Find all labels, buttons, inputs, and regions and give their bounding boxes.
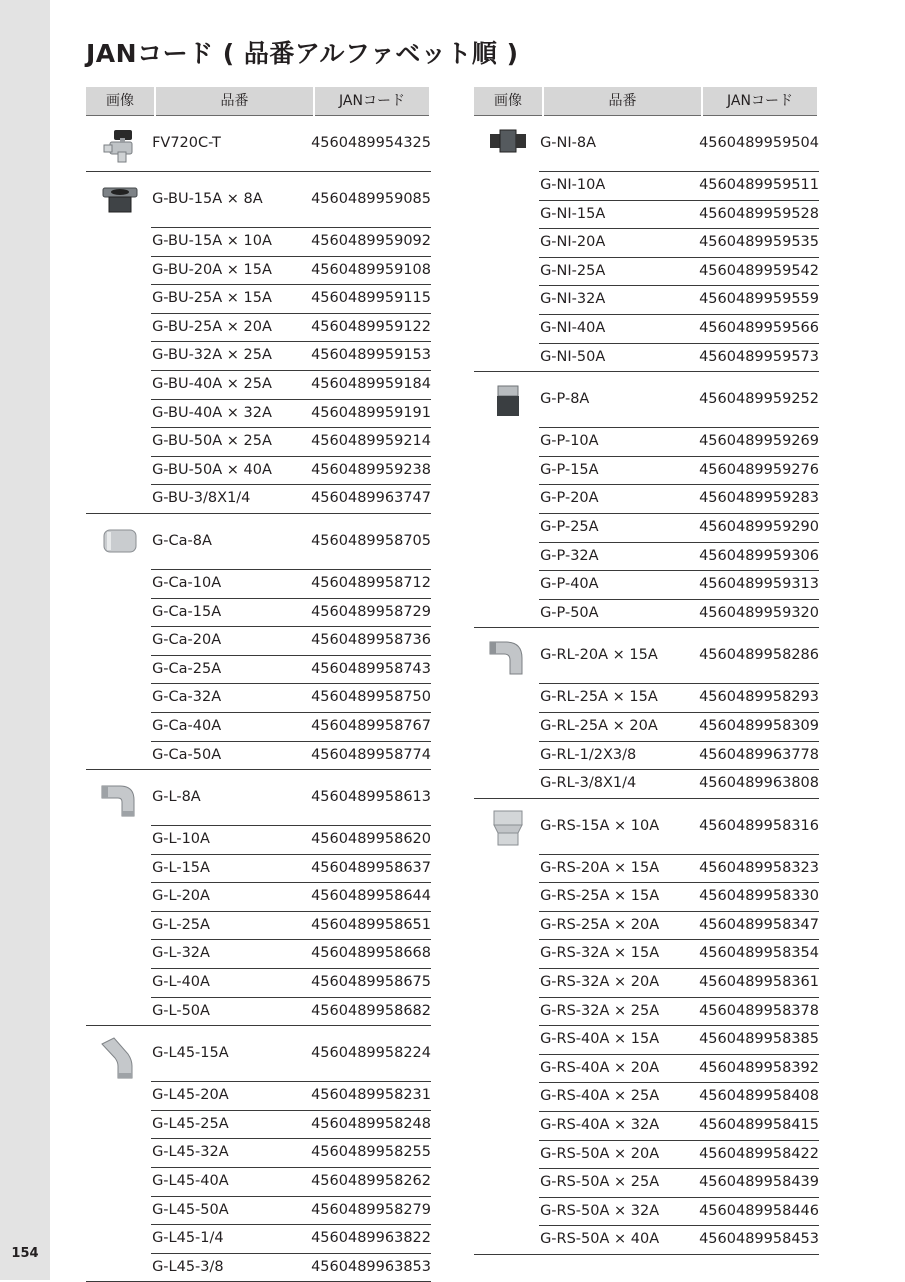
jan-code: 4560489958705 [311, 532, 431, 549]
product-code: G-BU-25A × 15A [152, 290, 272, 307]
jan-table-left [86, 87, 431, 1282]
product-code: G-NI-32A [540, 291, 606, 308]
product-group [86, 116, 431, 172]
table-header [86, 87, 431, 116]
jan-code: 4560489958385 [699, 1031, 819, 1048]
side-band [0, 0, 50, 1280]
jan-code: 4560489958354 [699, 945, 819, 962]
table-row [151, 370, 431, 399]
jan-code: 4560489959573 [699, 348, 819, 365]
table-row [539, 1082, 819, 1111]
product-code: G-L-15A [152, 859, 210, 876]
table-row [539, 799, 819, 854]
product-image [474, 799, 539, 1254]
jan-code: 4560489958330 [699, 888, 819, 905]
table-row [539, 628, 819, 683]
jan-code: 4560489959542 [699, 262, 819, 279]
table-row [539, 116, 819, 171]
table-row [151, 939, 431, 968]
jan-code: 4560489958750 [311, 689, 431, 706]
product-code: G-RS-50A × 20A [540, 1145, 660, 1162]
table-row [539, 769, 819, 798]
table-row [539, 997, 819, 1026]
product-code: G-Ca-8A [152, 532, 212, 549]
table-row [151, 569, 431, 598]
product-code: G-L-10A [152, 831, 210, 848]
product-code: G-P-15A [540, 461, 599, 478]
product-code: G-RS-32A × 25A [540, 1002, 660, 1019]
jan-code: 4560489958767 [311, 717, 431, 734]
jan-code: 4560489959191 [311, 404, 431, 421]
jan-code: 4560489959085 [311, 191, 431, 207]
product-code: G-BU-40A × 25A [152, 375, 272, 392]
table-row [539, 171, 819, 200]
table-row [539, 285, 819, 314]
jan-code: 4560489959153 [311, 347, 431, 364]
jan-code: 4560489958392 [699, 1059, 819, 1076]
header-image: 画像 [86, 87, 154, 116]
product-code: G-RS-50A × 32A [540, 1202, 660, 1219]
product-code: G-RL-3/8X1/4 [540, 775, 637, 792]
product-code: G-NI-15A [540, 205, 606, 222]
product-image [474, 372, 539, 627]
table-row [539, 1111, 819, 1140]
product-image [474, 116, 539, 371]
product-code: G-RL-25A × 15A [540, 689, 658, 706]
jan-code: 4560489959269 [699, 433, 819, 450]
table-row [539, 1225, 819, 1254]
jan-code: 4560489954325 [311, 135, 431, 151]
table-row [151, 598, 431, 627]
product-code: G-NI-10A [540, 177, 606, 193]
product-image [86, 514, 151, 769]
product-code: G-L45-20A [152, 1087, 229, 1104]
table-row [539, 712, 819, 741]
product-code: G-RS-15A × 10A [540, 817, 660, 834]
product-code: G-Ca-32A [152, 689, 222, 706]
product-code: G-L45-50A [152, 1201, 229, 1218]
product-code: G-BU-50A × 40A [152, 461, 272, 478]
product-code: G-P-20A [540, 490, 599, 507]
product-code: G-RL-1/2X3/8 [540, 746, 637, 763]
product-code: G-L-32A [152, 945, 210, 962]
table-row [151, 882, 431, 911]
table-header [474, 87, 819, 116]
product-code: G-BU-50A × 25A [152, 433, 272, 450]
product-code: G-RS-40A × 20A [540, 1059, 660, 1076]
jan-code: 4560489958682 [311, 1002, 431, 1019]
jan-code: 4560489963778 [699, 746, 819, 763]
jan-code: 4560489958422 [699, 1145, 819, 1162]
table-row [539, 1054, 819, 1083]
product-group [86, 172, 431, 514]
jan-code: 4560489959559 [699, 291, 819, 308]
product-code: G-L45-3/8 [152, 1258, 224, 1275]
table-row [151, 456, 431, 485]
table-row [151, 427, 431, 456]
table-row [151, 854, 431, 883]
table-row [151, 683, 431, 712]
jan-code: 4560489958651 [311, 916, 431, 933]
jan-code: 4560489959214 [311, 433, 431, 450]
product-code: G-Ca-50A [152, 746, 222, 763]
product-code: G-BU-20A × 15A [152, 261, 272, 278]
product-group [86, 514, 431, 770]
table-row [151, 313, 431, 342]
table-row [151, 484, 431, 513]
table-row [151, 1081, 431, 1110]
header-jan: JANコード [703, 87, 817, 116]
table-row [539, 257, 819, 286]
page-number: 154 [11, 1246, 39, 1261]
jan-code: 4560489958316 [699, 817, 819, 834]
table-row [539, 484, 819, 513]
jan-code: 4560489958293 [699, 689, 819, 706]
product-code: G-NI-20A [540, 234, 606, 251]
table-row [151, 1026, 431, 1081]
table-row [151, 514, 431, 569]
product-code: G-P-32A [540, 547, 599, 564]
jan-code: 4560489958668 [311, 945, 431, 962]
jan-code: 4560489959283 [699, 490, 819, 507]
jan-code: 4560489958439 [699, 1174, 819, 1191]
table-row [151, 1196, 431, 1225]
product-code: G-Ca-10A [152, 574, 222, 591]
header-code: 品番 [544, 87, 701, 116]
table-row [539, 1197, 819, 1226]
product-code: G-RS-25A × 20A [540, 916, 660, 933]
table-row [151, 116, 431, 171]
product-image [86, 116, 151, 171]
jan-code: 4560489958323 [699, 859, 819, 876]
jan-code: 4560489959238 [311, 461, 431, 478]
jan-code: 4560489963822 [311, 1230, 431, 1247]
product-code: G-RS-40A × 32A [540, 1117, 660, 1134]
product-code: G-RS-32A × 20A [540, 974, 660, 991]
table-row [539, 1025, 819, 1054]
jan-code: 4560489958361 [699, 974, 819, 991]
product-code: G-Ca-40A [152, 717, 222, 734]
table-row [151, 712, 431, 741]
product-code: G-RS-40A × 15A [540, 1031, 660, 1048]
table-row [151, 626, 431, 655]
product-code: G-Ca-25A [152, 660, 222, 677]
product-image [86, 172, 151, 513]
product-code: G-L-40A [152, 974, 210, 991]
jan-code: 4560489958415 [699, 1117, 819, 1134]
header-code: 品番 [156, 87, 313, 116]
jan-code: 4560489958774 [311, 746, 431, 763]
product-code: G-L-50A [152, 1002, 210, 1019]
table-row [151, 825, 431, 854]
jan-code: 4560489959528 [699, 205, 819, 222]
jan-code: 4560489959504 [699, 135, 819, 151]
product-group [474, 799, 819, 1255]
jan-code: 4560489958620 [311, 831, 431, 848]
product-group [474, 628, 819, 798]
table-row [151, 1138, 431, 1167]
jan-code: 4560489958675 [311, 974, 431, 991]
jan-code: 4560489958408 [699, 1088, 819, 1105]
product-code: G-RS-40A × 25A [540, 1088, 660, 1105]
product-code: G-L45-15A [152, 1045, 229, 1062]
jan-code: 4560489958743 [311, 660, 431, 677]
table-row [151, 770, 431, 825]
jan-code: 4560489959306 [699, 547, 819, 564]
table-row [151, 997, 431, 1026]
table-row [151, 1110, 431, 1139]
product-code: G-Ca-20A [152, 632, 222, 649]
jan-code: 4560489958637 [311, 859, 431, 876]
table-row [151, 655, 431, 684]
product-code: G-Ca-15A [152, 603, 222, 620]
table-row [539, 854, 819, 883]
product-code: FV720C-T [152, 135, 221, 151]
table-row [151, 1253, 431, 1282]
product-image [86, 770, 151, 1025]
product-group [474, 116, 819, 372]
table-row [151, 741, 431, 770]
table-row [539, 314, 819, 343]
jan-code: 4560489963808 [699, 775, 819, 792]
jan-code: 4560489959566 [699, 319, 819, 336]
product-group [86, 1026, 431, 1282]
jan-code: 4560489963747 [311, 490, 431, 507]
product-code: G-RL-25A × 20A [540, 717, 658, 734]
product-code: G-RL-20A × 15A [540, 647, 658, 664]
jan-code: 4560489958712 [311, 574, 431, 591]
jan-code: 4560489959092 [311, 233, 431, 249]
product-code: G-L45-25A [152, 1115, 229, 1132]
table-row [539, 1140, 819, 1169]
product-code: G-RS-20A × 15A [540, 859, 660, 876]
product-code: G-L45-40A [152, 1173, 229, 1190]
product-group [474, 372, 819, 628]
product-code: G-RS-32A × 15A [540, 945, 660, 962]
table-row [539, 456, 819, 485]
jan-code: 4560489958309 [699, 717, 819, 734]
product-code: G-P-50A [540, 604, 599, 621]
product-code: G-BU-15A × 8A [152, 191, 263, 207]
jan-code: 4560489958729 [311, 603, 431, 620]
product-code: G-BU-15A × 10A [152, 233, 272, 249]
product-image [86, 1026, 151, 1281]
table-row [539, 683, 819, 712]
table-body [86, 116, 431, 1282]
product-image [474, 628, 539, 797]
header-jan: JANコード [315, 87, 429, 116]
table-row [539, 542, 819, 571]
product-code: G-P-8A [540, 391, 590, 408]
table-row [539, 343, 819, 372]
jan-code: 4560489958231 [311, 1087, 431, 1104]
product-code: G-BU-25A × 20A [152, 318, 272, 335]
jan-code: 4560489959276 [699, 461, 819, 478]
jan-code: 4560489958644 [311, 888, 431, 905]
jan-code: 4560489958224 [311, 1045, 431, 1062]
jan-code: 4560489958248 [311, 1115, 431, 1132]
table-row [539, 427, 819, 456]
table-row [151, 256, 431, 285]
table-row [539, 939, 819, 968]
product-code: G-NI-8A [540, 135, 597, 151]
jan-code: 4560489959122 [311, 318, 431, 335]
product-code: G-RS-50A × 25A [540, 1174, 660, 1191]
table-row [151, 399, 431, 428]
product-code: G-RS-50A × 40A [540, 1231, 660, 1248]
table-row [539, 741, 819, 770]
table-row [151, 911, 431, 940]
jan-code: 4560489958255 [311, 1144, 431, 1161]
jan-code: 4560489958378 [699, 1002, 819, 1019]
jan-code: 4560489959535 [699, 234, 819, 251]
table-row [539, 513, 819, 542]
jan-code: 4560489963853 [311, 1258, 431, 1275]
table-row [151, 341, 431, 370]
table-row [539, 200, 819, 229]
page-title: JANコード ( 品番アルファベット順 ) [86, 39, 519, 68]
table-row [539, 968, 819, 997]
jan-code: 4560489959320 [699, 604, 819, 621]
jan-code: 4560489958347 [699, 916, 819, 933]
jan-code: 4560489958262 [311, 1173, 431, 1190]
table-row [539, 1168, 819, 1197]
product-code: G-L-25A [152, 916, 210, 933]
table-row [151, 284, 431, 313]
table-row [539, 911, 819, 940]
jan-code: 4560489959511 [699, 177, 819, 193]
product-code: G-L45-1/4 [152, 1230, 224, 1247]
jan-code: 4560489959313 [699, 576, 819, 593]
table-row [539, 228, 819, 257]
product-code: G-BU-40A × 32A [152, 404, 272, 421]
product-code: G-L45-32A [152, 1144, 229, 1161]
jan-code: 4560489958613 [311, 789, 431, 806]
table-row [151, 1224, 431, 1253]
table-body [474, 116, 819, 1255]
jan-table-right [474, 87, 819, 1255]
table-row [539, 372, 819, 427]
jan-code: 4560489959115 [311, 290, 431, 307]
product-code: G-P-10A [540, 433, 599, 450]
product-code: G-RS-25A × 15A [540, 888, 660, 905]
table-row [151, 968, 431, 997]
product-group [86, 770, 431, 1026]
header-image: 画像 [474, 87, 542, 116]
table-row [539, 882, 819, 911]
jan-code: 4560489959184 [311, 375, 431, 392]
product-code: G-P-25A [540, 518, 599, 535]
product-code: G-NI-25A [540, 262, 606, 279]
jan-code: 4560489958279 [311, 1201, 431, 1218]
jan-code: 4560489959252 [699, 391, 819, 408]
product-code: G-BU-3/8X1/4 [152, 490, 251, 507]
jan-code: 4560489958446 [699, 1202, 819, 1219]
table-row [151, 1167, 431, 1196]
product-code: G-BU-32A × 25A [152, 347, 272, 364]
table-row [539, 599, 819, 628]
jan-code: 4560489959108 [311, 261, 431, 278]
jan-code: 4560489959290 [699, 518, 819, 535]
table-row [151, 172, 431, 227]
product-code: G-NI-50A [540, 348, 606, 365]
product-code: G-L-20A [152, 888, 210, 905]
jan-code: 4560489958453 [699, 1231, 819, 1248]
table-row [539, 570, 819, 599]
product-code: G-L-8A [152, 789, 201, 806]
product-code: G-NI-40A [540, 319, 606, 336]
jan-code: 4560489958286 [699, 647, 819, 664]
table-row [151, 227, 431, 256]
product-code: G-P-40A [540, 576, 599, 593]
jan-code: 4560489958736 [311, 632, 431, 649]
